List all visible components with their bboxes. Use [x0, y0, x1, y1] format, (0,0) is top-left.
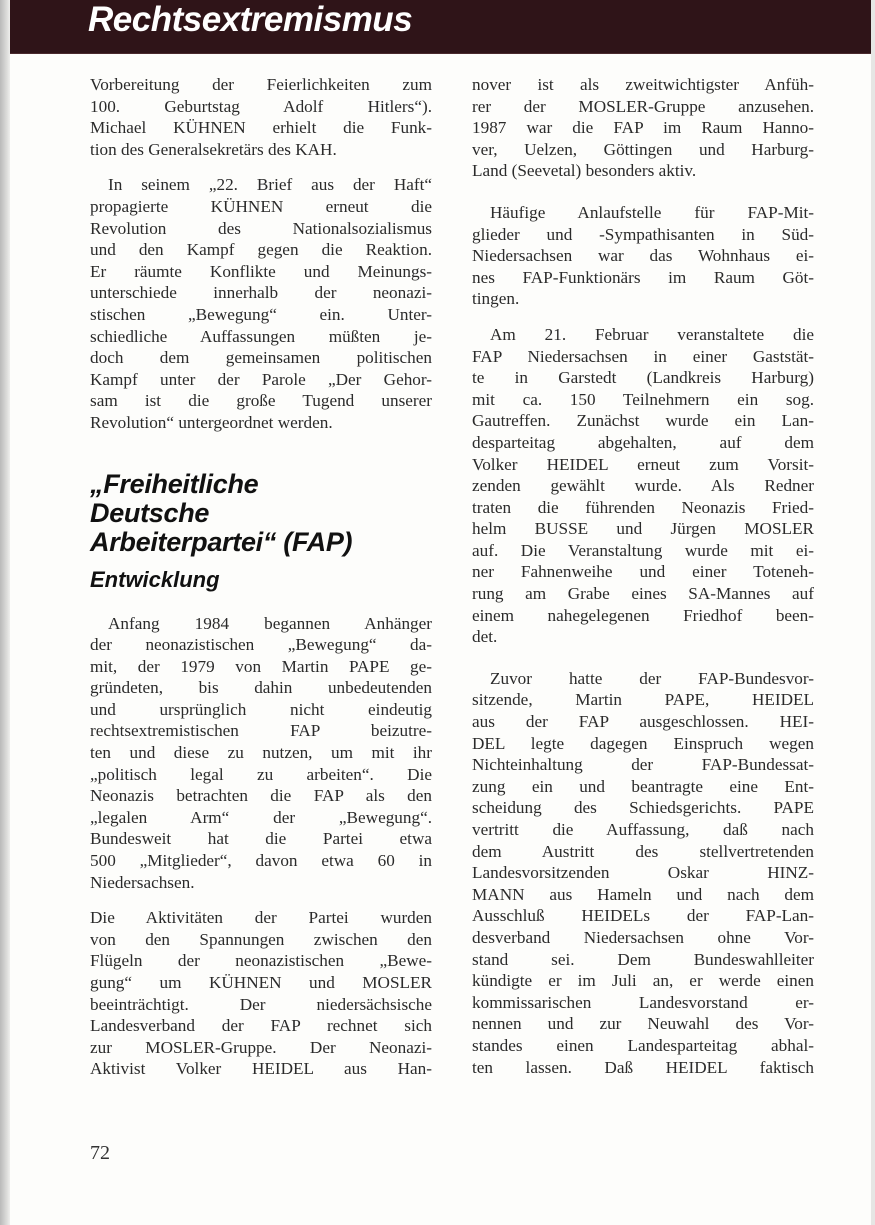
text-line: „politisch legal zu arbeiten“. Die	[90, 764, 432, 784]
running-header-band	[10, 0, 871, 54]
text-line: von den Spannungen zwischen den	[90, 929, 432, 949]
subsection-heading: Entwicklung	[90, 566, 220, 592]
text-line: Häufige Anlaufstelle für FAP-Mit-	[490, 202, 814, 222]
paragraph	[472, 668, 814, 1078]
text-line: ten lassen. Daß HEIDEL faktisch	[472, 1057, 814, 1077]
section-heading	[90, 470, 432, 557]
page-number: 72	[90, 1142, 110, 1164]
text-line: Volker HEIDEL erneut zum Vorsit-	[472, 454, 814, 474]
page-right-edge	[871, 0, 875, 1225]
text-line: Er räumte Konflikte und Meinungs-	[90, 261, 432, 281]
text-line: scheidung des Schiedsgerichts. PAPE	[472, 798, 814, 818]
text-line: vertritt die Auffassung, daß nach	[472, 820, 814, 839]
text-line: DEL legte dagegen Einspruch wegen	[472, 733, 814, 753]
text-line: tion des Generalsekretärs des KAH.	[90, 139, 337, 159]
text-line: ner Fahnenweihe und einer Toteneh-	[472, 562, 814, 582]
text-line: 500 „Mitglieder“, davon etwa 60 in	[90, 851, 432, 871]
text-line: und ursprünglich nicht eindeutig	[90, 699, 432, 719]
section-gap	[90, 434, 432, 470]
text-line: ten und diese zu nutzen, um mit ihr	[90, 743, 432, 763]
text-line: unterschiede innerhalb der neonazi-	[90, 283, 432, 303]
text-line: gründeten, bis dahin unbedeutenden	[90, 678, 432, 698]
section-heading-line: „Freiheitliche	[90, 468, 259, 499]
text-line: rung am Grabe eines SA-Mannes auf	[472, 584, 814, 604]
text-line: Niedersachsen.	[90, 872, 195, 892]
text-line: rechtsextremistischen FAP beizutre-	[90, 721, 432, 741]
text-line: stischen „Bewegung“ ein. Unter-	[90, 304, 432, 324]
text-line: Kampf unter der Parole „Der Gehor-	[90, 369, 432, 389]
left-column	[90, 74, 432, 1080]
text-line: sam ist die große Tugend unserer	[90, 391, 432, 411]
paragraph	[472, 202, 814, 310]
text-line: doch dem gemeinsamen politischen	[90, 348, 432, 368]
text-line: FAP Niedersachsen in einer Gaststät-	[472, 346, 814, 366]
text-line: mit ca. 150 Teilnehmern ein sog.	[472, 389, 814, 409]
text-line: Anfang 1984 begannen Anhänger	[108, 613, 432, 633]
text-line: glieder und -Sympathisanten in Süd-	[472, 224, 814, 244]
text-line: Landesverband der FAP rechnet sich	[90, 1016, 432, 1036]
text-line: traten die führenden Neonazis Fried-	[472, 497, 814, 517]
text-line: Zuvor hatte der FAP-Bundesvor-	[490, 668, 814, 688]
right-column	[472, 74, 814, 1078]
paragraph-gap	[472, 182, 814, 202]
text-line: Am 21. Februar veranstaltete die	[490, 324, 814, 344]
heading-gap	[90, 593, 432, 613]
running-header-title: Rechtsextremismus	[88, 0, 413, 39]
text-line: mit, der 1979 von Martin PAPE ge-	[90, 656, 432, 676]
text-line: dem Austritt des stellvertretenden	[472, 841, 814, 861]
text-line: der neonazistischen „Bewegung“ da-	[90, 635, 432, 655]
text-line: tingen.	[472, 289, 520, 309]
text-line: Die Aktivitäten der Partei wurden	[90, 908, 432, 928]
text-line: Neonazis betrachten die FAP als den	[90, 786, 432, 806]
paragraph	[472, 324, 814, 648]
text-line: zung ein und beantragte eine Ent-	[472, 776, 814, 796]
section-heading-line: Deutsche	[90, 497, 210, 528]
paragraph-gap	[472, 310, 814, 324]
paragraph	[90, 174, 432, 433]
text-line: und den Kampf gegen die Reaktion.	[90, 240, 432, 260]
text-line: Niedersachsen war das Wohnhaus ei-	[472, 246, 814, 266]
text-line: MANN aus Hameln und nach dem	[472, 884, 814, 904]
text-line: Michael KÜHNEN erhielt die Funk-	[90, 118, 432, 138]
text-line: Nichteinhaltung der FAP-Bundessat-	[472, 755, 814, 775]
paragraph	[90, 907, 432, 1080]
text-line: Revolution des Nationalsozialismus	[90, 218, 432, 238]
text-line: desverband Niedersachsen ohne Vor-	[472, 927, 814, 947]
page-binding-edge	[0, 0, 10, 1225]
text-line: einem nahegelegenen Friedhof been-	[472, 605, 814, 625]
text-line: nennen und zur Neuwahl des Vor-	[472, 1014, 814, 1034]
paragraph-gap	[90, 893, 432, 907]
text-line: zenden gewählt wurde. Als Redner	[472, 476, 814, 496]
text-line: propagierte KÜHNEN erneut die	[90, 196, 432, 216]
text-line: rer der MOSLER-Gruppe anzusehen.	[472, 96, 814, 116]
text-line: schiedliche Auffassungen müßten je-	[90, 326, 432, 346]
text-line: det.	[472, 627, 498, 647]
paragraph	[472, 74, 814, 182]
text-line: desparteitag abgehalten, auf dem	[472, 432, 814, 452]
section-heading-line: Arbeiterpartei“ (FAP)	[90, 526, 353, 557]
text-line: beeinträchtigt. Der niedersächsische	[90, 994, 432, 1014]
text-line: Landesvorsitzenden Oskar HINZ-	[472, 863, 814, 883]
text-line: aus der FAP ausgeschlossen. HEI-	[472, 712, 814, 732]
paragraph-gap	[472, 648, 814, 668]
text-line: sitzende, Martin PAPE, HEIDEL	[472, 690, 814, 710]
text-line: gung“ um KÜHNEN und MOSLER	[90, 973, 432, 992]
text-line: In seinem „22. Brief aus der Haft“	[108, 175, 432, 195]
paragraph	[90, 74, 432, 160]
text-line: te in Garstedt (Landkreis Harburg)	[472, 368, 814, 388]
text-line: Gautreffen. Zunächst wurde ein Lan-	[472, 411, 814, 431]
text-line: standes einen Landesparteitag abhal-	[472, 1035, 814, 1055]
text-line: nover ist als zweitwichtigster Anfüh-	[472, 75, 814, 94]
text-line: nes FAP-Funktionärs im Raum Göt-	[472, 267, 814, 287]
text-line: Bundesweit hat die Partei etwa	[90, 829, 432, 849]
text-line: zur MOSLER-Gruppe. Der Neonazi-	[90, 1037, 432, 1057]
paragraph	[90, 613, 432, 894]
text-line: Revolution“ untergeordnet werden.	[90, 412, 333, 432]
text-line: auf. Die Veranstaltung wurde mit ei-	[472, 540, 814, 560]
text-line: Ausschluß HEIDELs der FAP-Lan-	[472, 906, 814, 926]
text-line: 1987 war die FAP im Raum Hanno-	[472, 118, 814, 138]
text-line: kommissarischen Landesvorstand er-	[472, 992, 814, 1012]
text-line: Aktivist Volker HEIDEL aus Han-	[90, 1059, 432, 1079]
text-line: Land (Seevetal) besonders aktiv.	[472, 161, 697, 181]
text-line: stand sei. Dem Bundeswahlleiter	[472, 949, 814, 969]
paragraph-gap	[90, 160, 432, 174]
text-line: „legalen Arm“ der „Bewegung“.	[90, 807, 432, 827]
text-line: Vorbereitung der Feierlichkeiten zum	[90, 75, 432, 94]
text-line: kündigte er im Juli an, er werde einen	[472, 971, 814, 991]
text-line: helm BUSSE und Jürgen MOSLER	[472, 519, 814, 539]
text-line: 100. Geburtstag Adolf Hitlers“).	[90, 96, 432, 116]
text-line: ver, Uelzen, Göttingen und Harburg-	[472, 139, 814, 159]
text-line: Flügeln der neonazistischen „Bewe-	[90, 951, 432, 971]
